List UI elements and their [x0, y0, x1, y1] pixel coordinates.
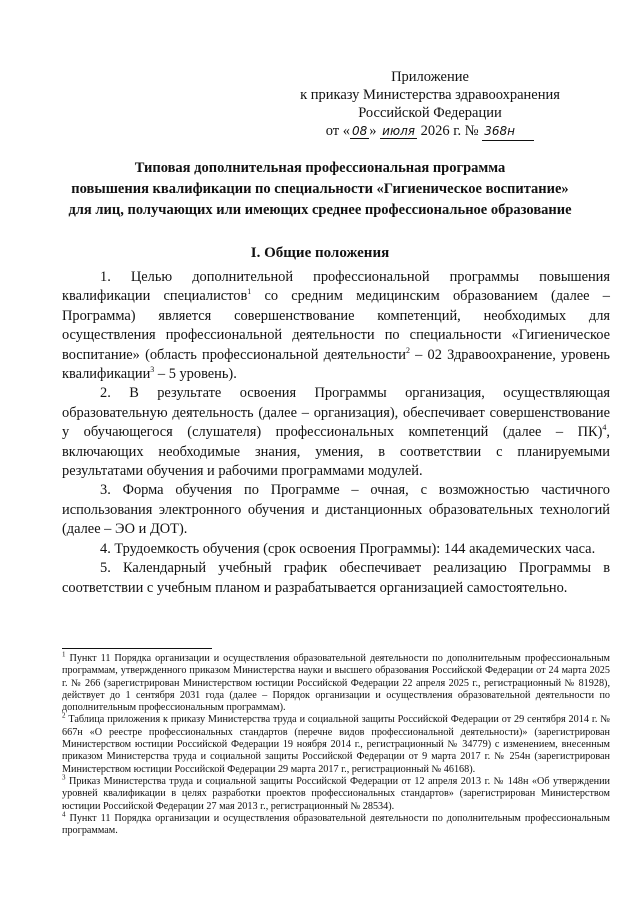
handwritten-month: июля — [382, 124, 415, 138]
footnote-mark-4: 4 — [62, 810, 66, 819]
paragraph-1 — [62, 268, 610, 384]
footnote-text-1: Пункт 11 Порядка организации и осуществления образовательной деятельности по дополнительным профессиональным программам, утвержденного приказом Министерства науки и высшего образования Российской Федерации от 24 марта 2025 г. № 266 (зарегистрирован Министерством юстиции Российской Федерации 22 апреля 2025 г., регистрационный № 81928), действует до 1 сентября 2031 года (далее – Порядок организации и осуществления образовательной деятельности по дополнительным профессиональным программам). — [62, 653, 610, 714]
handwritten-order-number: 368н — [482, 122, 534, 141]
date-year: 2026 г. № — [416, 123, 483, 139]
paragraph-1-text-c: – 02 Здравоохранение, уровень квалификации — [62, 346, 610, 383]
footnote-1 — [62, 650, 610, 714]
date-prefix: от « — [325, 123, 351, 139]
footnote-ref-3: 3 — [150, 365, 155, 375]
footnote-2 — [62, 714, 610, 775]
footnote-mark-3: 3 — [62, 773, 66, 782]
footnote-3 — [62, 773, 610, 813]
appendix-header — [280, 68, 580, 141]
title-line-1: Типовая дополнительная профессиональная программа — [134, 160, 506, 176]
document-title — [40, 158, 600, 221]
footnote-text-2: Таблица приложения к приказу Министерства труда и социальной защиты Российской Федерации от 29 сентября 2014 г. № 667н «О реестре профессиональных стандартов (перечне видов профессиональной деятельности)» (зарегистрирован Министерством юстиции Российской Федерации 19 ноября 2014 г., регистрационный № 34779) с изменением, внесенным приказом Министерства труда и социальной защиты Российской Федерации от 9 марта 2017 г. № 254н (зарегистрирован Министерством юстиции Российской Федерации 29 марта 2017 г., регистрационный № 46168). — [62, 714, 610, 775]
paragraph-2 — [62, 384, 610, 481]
date-mid: » — [369, 123, 381, 139]
appendix-order-line: к приказу Министерства здравоохранения — [300, 87, 560, 103]
paragraph-1-text-d: – 5 уровень). — [154, 366, 237, 383]
title-line-3: для лиц, получающих или имеющих среднее профессиональное образование — [68, 202, 572, 218]
section-heading: I. Общие положения — [250, 245, 390, 261]
footnotes — [62, 650, 610, 837]
paragraph-2-text-a: 2. В результате освоения Программы организация, осуществляющая образовательную деятельность (далее – организация), обеспечивает совершенствование у обучающегося (слушателя) профессиональных компетенций (далее – ПК) — [62, 385, 610, 441]
footnote-4 — [62, 810, 610, 838]
paragraph-1-text-a: 1. Целью дополнительной профессиональной программы повышения квалификации специалистов — [62, 269, 610, 305]
paragraph-5: 5. Календарный учебный график обеспечивает реализацию Программы в соответствии с учебным планом и разрабатывается организацией самостоятельно. — [62, 560, 610, 596]
appendix-date-line — [280, 122, 580, 141]
paragraph-4: 4. Трудоемкость обучения (срок освоения Программы): 144 академических часа. — [100, 540, 596, 557]
footnote-text-4: Пункт 11 Порядка организации и осуществления образовательной деятельности по дополнительным профессиональным программам. — [62, 812, 610, 837]
footnote-separator — [62, 648, 212, 649]
footnote-mark-1: 1 — [62, 650, 66, 659]
document-body — [62, 268, 610, 598]
handwritten-day: 08 — [352, 124, 368, 138]
footnote-ref-2: 2 — [405, 345, 410, 355]
title-line-2: повышения квалификации по специальности «Гигиеническое воспитание» — [71, 181, 569, 197]
appendix-country-line: Российской Федерации — [358, 105, 502, 121]
footnote-ref-4: 4 — [602, 423, 607, 433]
footnote-text-3: Приказ Министерства труда и социальной защиты Российской Федерации от 12 апреля 2013 г. № 148н «Об утверждении уровней квалификации в целях разработки проектов профессиональных стандартов» (зарегистрирован Министерством юстиции Российской Федерации 27 мая 2013 г., регистрационный № 28534). — [62, 775, 610, 812]
footnote-mark-2: 2 — [62, 712, 66, 721]
paragraph-1-text-b: со средним медицинским образованием (далее – Программа) является совершенствование компетенций, необходимых для осуществления профессиональной деятельности по специальности «Гигиеническое воспитание» (область профессиональной деятельности — [62, 288, 610, 363]
footnote-ref-1: 1 — [247, 287, 252, 297]
appendix-title: Приложение — [391, 69, 469, 85]
paragraph-2-text-b: , включающих необходимые знания, умения, в соответствии с планируемыми результатами обучения и рабочими программами модулей. — [62, 424, 610, 480]
paragraph-3: 3. Форма обучения по Программе – очная, с возможностью частичного использования электронного обучения и дистанционных образовательных технологий (далее – ЭО и ДОТ). — [62, 482, 610, 538]
